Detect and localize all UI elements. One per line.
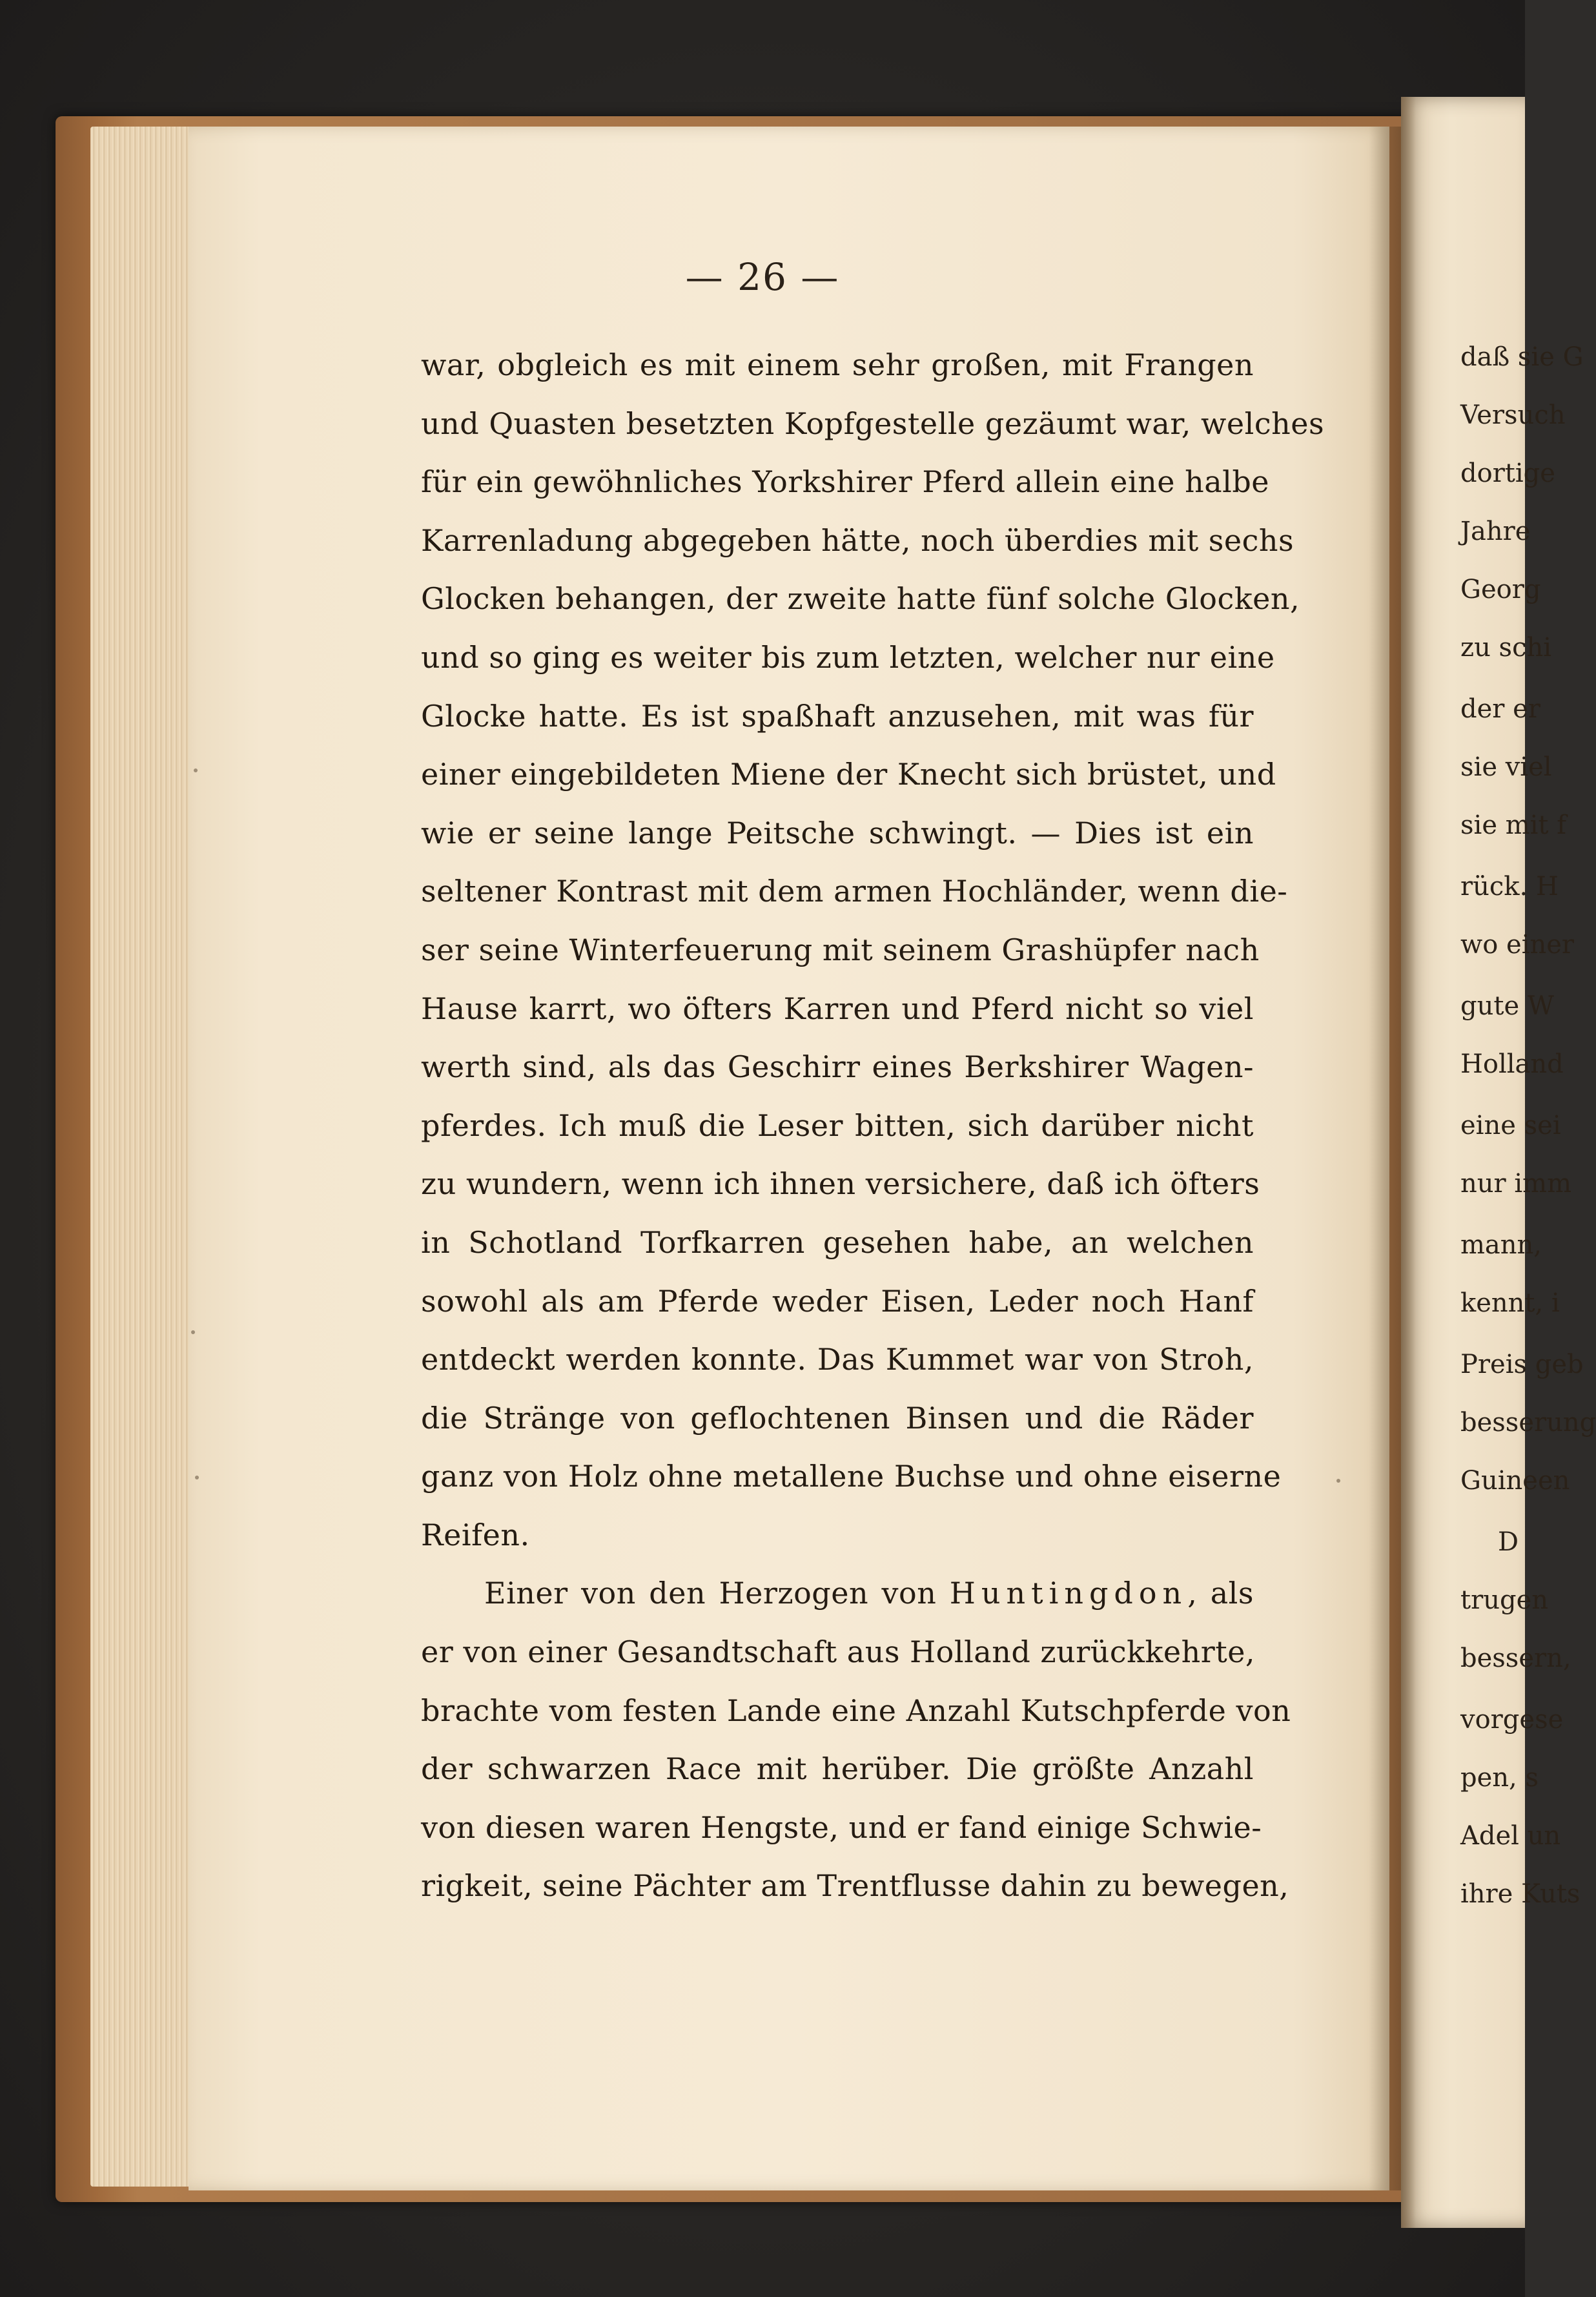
facing-page-line: trugen [1460,1585,1548,1615]
text-line: pferdes. Ich muß die Leser bitten, sich darüber nicht [421,1107,1254,1143]
facing-page-line: Georg [1460,575,1541,604]
text-line: Hause karrt, wo öfters Karren und Pferd nicht so viel [421,991,1254,1026]
text-line: er von einer Gesandtschaft aus Holland zurückkehrte, [421,1634,1256,1670]
paper-speck [191,1330,195,1334]
paper-speck [194,768,198,772]
facing-page-line: vorgese [1460,1705,1564,1735]
facing-page-line: Versuch [1460,400,1566,430]
facing-page-line: sie viel [1460,752,1552,782]
text-line: einer eingebildeten Miene der Knecht sich brüstet, und [421,757,1276,792]
text-line: sowohl als am Pferde weder Eisen, Leder noch Hanf [421,1283,1254,1319]
facing-page-line: mann, [1460,1230,1542,1260]
text-line: und so ging es weiter bis zum letzten, welcher nur eine [421,639,1275,675]
facing-page-line: Holland [1460,1049,1564,1079]
facing-page-line: Preis geb [1460,1350,1584,1379]
paper-speck [195,1476,199,1479]
text-line: rigkeit, seine Pächter am Trentflusse dahin zu bewegen, [421,1868,1289,1904]
text-line: entdeckt werden konnte. Das Kummet war von Stroh, [421,1342,1254,1377]
text-line: für ein gewöhnliches Yorkshirer Pferd allein eine halbe [421,464,1270,500]
facing-page-line: sie mit f [1460,810,1567,840]
page-number: — 26 — [685,255,840,299]
facing-page-line: der er [1460,694,1540,724]
text-line: in Schotland Torfkarren gesehen habe, an welchen [421,1224,1254,1260]
body-text [421,336,1325,1915]
paper-speck [1336,1479,1340,1483]
text-line: wie er seine lange Peitsche schwingt. — Dies ist ein [421,815,1254,850]
text-line: brachte vom festen Lande eine Anzahl Kutschpferde von [421,1693,1291,1728]
text-line: Reifen. [421,1517,530,1552]
facing-page-line: nur imm [1460,1169,1572,1199]
facing-page-line: pen, s [1460,1763,1539,1793]
facing-page-line: daß sie G [1460,342,1584,372]
text-line: ser seine Winterfeuerung mit seinem Grashüpfer nach [421,932,1260,967]
facing-page-line: gute W [1460,991,1554,1021]
emphasized-name: Huntingdon [949,1576,1188,1611]
text-line: die Stränge von geflochtenen Binsen und die Räder [421,1400,1254,1436]
facing-page-line: besserung [1460,1408,1596,1437]
facing-page-line: bessern, [1460,1643,1571,1673]
facing-page-line: Adel un [1460,1821,1561,1851]
facing-page-line: wo einer [1460,930,1575,960]
facing-page-line: eine sei [1460,1111,1561,1140]
text-line: ganz von Holz ohne metallene Buchse und ohne eiserne [421,1459,1282,1494]
text-line: zu wundern, wenn ich ihnen versichere, daß ich öfters [421,1166,1260,1202]
facing-page-line: D [1498,1527,1519,1557]
facing-page-line: ihre Kuts [1460,1879,1581,1909]
text-line: von diesen waren Hengste, und er fand einige Schwie- [421,1809,1262,1845]
text-fragment: Einer von den Herzogen von [484,1576,937,1611]
text-line: Glocke hatte. Es ist spaßhaft anzusehen, mit was für [421,698,1254,734]
facing-page-line: Guineen [1460,1466,1570,1496]
facing-page-line: zu schi [1460,633,1552,663]
facing-page-line: kennt, i [1460,1288,1560,1318]
facing-page-line: dortige [1460,458,1555,488]
text-line: der schwarzen Race mit herüber. Die größte Anzahl [421,1751,1254,1787]
text-line: Karrenladung abgegeben hätte, noch überdies mit sechs [421,522,1294,558]
text-fragment: , als [1187,1576,1254,1611]
text-line: war, obgleich es mit einem sehr großen, mit Frangen [421,347,1254,382]
facing-page-line: rück. H [1460,872,1559,901]
paragraph-start-line [421,1564,1254,1623]
text-line: seltener Kontrast mit dem armen Hochländer, wenn die- [421,874,1288,909]
text-line: werth sind, als das Geschirr eines Berkshirer Wagen- [421,1049,1254,1085]
text-line: Glocken behangen, der zweite hatte fünf solche Glocken, [421,581,1300,617]
facing-page-line: Jahre [1460,517,1531,546]
text-line: und Quasten besetzten Kopfgestelle gezäumt war, welches [421,406,1325,441]
